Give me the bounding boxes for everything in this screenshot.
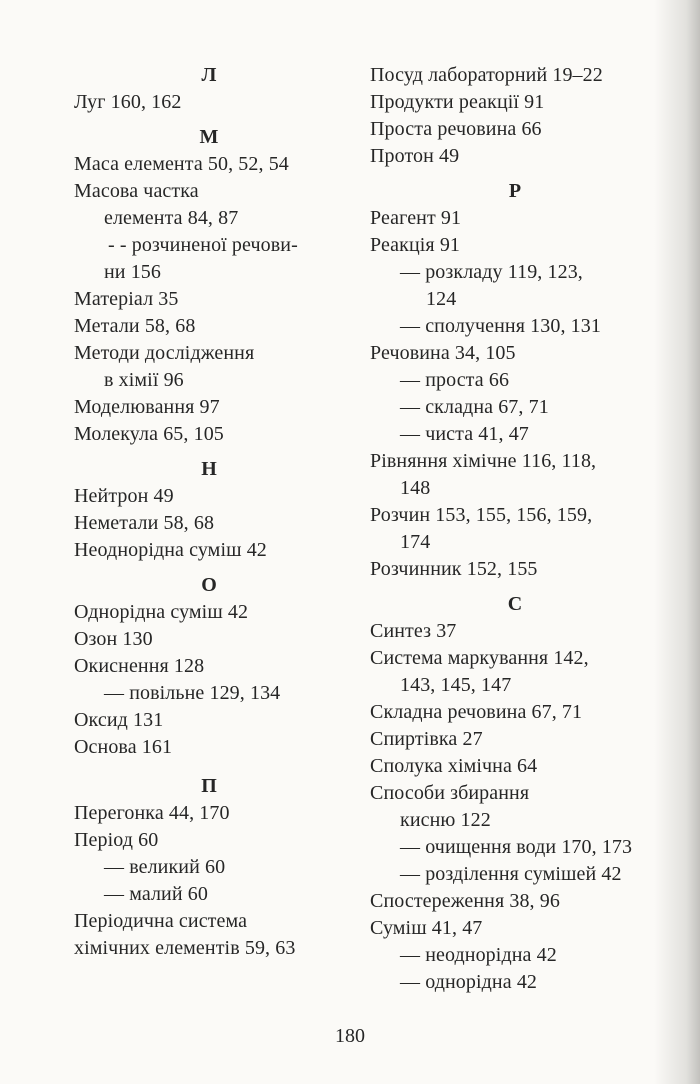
index-subentry: ни 156 [104, 261, 162, 283]
index-subentry: — неоднорідна 42 [400, 944, 557, 966]
index-entry: Рівняння хімічне 116, 118, [370, 450, 597, 472]
index-entry: Луг 160, 162 [74, 91, 182, 113]
index-entry: Спостереження 38, 96 [370, 890, 560, 912]
index-subentry: — розділення сумішей 42 [400, 863, 622, 885]
index-entry: Масова частка [74, 180, 199, 202]
page-number: 180 [335, 1025, 365, 1047]
page-edge-shadow [654, 0, 700, 1084]
index-entry: Проста речовина 66 [370, 118, 542, 140]
index-subentry: — чиста 41, 47 [400, 423, 529, 445]
index-entry: Посуд лабораторний 19–22 [370, 64, 603, 86]
index-subentry: — малий 60 [104, 883, 208, 905]
index-entry: Методи дослідження [74, 342, 255, 364]
index-subentry: — великий 60 [104, 856, 226, 878]
index-entry: Перегонка 44, 170 [74, 802, 230, 824]
index-entry: Матеріал 35 [74, 288, 179, 310]
index-entry: Продукти реакції 91 [370, 91, 545, 113]
index-entry: Метали 58, 68 [74, 315, 196, 337]
index-entry: Суміш 41, 47 [370, 917, 483, 939]
index-entry: Період 60 [74, 829, 159, 851]
index-entry: Оксид 131 [74, 709, 164, 731]
index-subentry: - - розчиненої речови- [108, 234, 298, 256]
index-subentry: 143, 145, 147 [400, 674, 512, 696]
index-entry: Речовина 34, 105 [370, 342, 516, 364]
index-entry: Складна речовина 67, 71 [370, 701, 583, 723]
index-entry: Озон 130 [74, 628, 153, 650]
index-entry: Система маркування 142, [370, 647, 589, 669]
index-entry: Способи збирання [370, 782, 530, 804]
index-entry: Реагент 91 [370, 207, 462, 229]
index-entry: Реакція 91 [370, 234, 461, 256]
index-subentry: 174 [400, 531, 431, 553]
index-entry: Неоднорідна суміш 42 [74, 539, 267, 561]
section-letter-o: О [201, 574, 217, 596]
index-entry: Моделювання 97 [74, 396, 220, 418]
index-entry: Основа 161 [74, 736, 173, 758]
index-entry: Розчин 153, 155, 156, 159, [370, 504, 593, 526]
index-column-right [370, 62, 660, 996]
section-letter-r: Р [508, 180, 522, 202]
index-subentry: 124 [426, 288, 457, 310]
index-subentry: — проста 66 [400, 369, 510, 391]
index-entry: Спиртівка 27 [370, 728, 483, 750]
index-entry: Розчинник 152, 155 [370, 558, 538, 580]
index-subentry: — однорідна 42 [400, 971, 538, 993]
index-subentry: в хімії 96 [104, 369, 184, 391]
index-entry: Періодична система [74, 910, 248, 932]
section-letter-l: Л [201, 64, 217, 86]
index-subentry: — очищення води 170, 173 [400, 836, 633, 858]
index-entry: хімічних елементів 59, 63 [74, 937, 296, 959]
index-column-left [74, 62, 344, 962]
index-subentry: елемента 84, 87 [104, 207, 239, 229]
section-letter-m: М [199, 126, 219, 148]
index-subentry: — розкладу 119, 123, [400, 261, 583, 283]
index-subentry: 148 [400, 477, 431, 499]
index-entry: Окиснення 128 [74, 655, 205, 677]
index-entry: Молекула 65, 105 [74, 423, 224, 445]
index-entry: Неметали 58, 68 [74, 512, 215, 534]
index-entry: Сполука хімічна 64 [370, 755, 538, 777]
section-letter-p: П [201, 775, 217, 797]
section-letter-n: Н [201, 458, 217, 480]
index-subentry: кисню 122 [400, 809, 491, 831]
index-subentry: — повільне 129, 134 [104, 682, 281, 704]
index-entry: Нейтрон 49 [74, 485, 174, 507]
index-entry: Маса елемента 50, 52, 54 [74, 153, 289, 175]
index-entry: Однорідна суміш 42 [74, 601, 249, 623]
section-letter-s: С [507, 593, 523, 615]
index-subentry: — сполучення 130, 131 [400, 315, 601, 337]
index-entry: Синтез 37 [370, 620, 457, 642]
index-entry: Протон 49 [370, 145, 460, 167]
index-subentry: — складна 67, 71 [400, 396, 549, 418]
